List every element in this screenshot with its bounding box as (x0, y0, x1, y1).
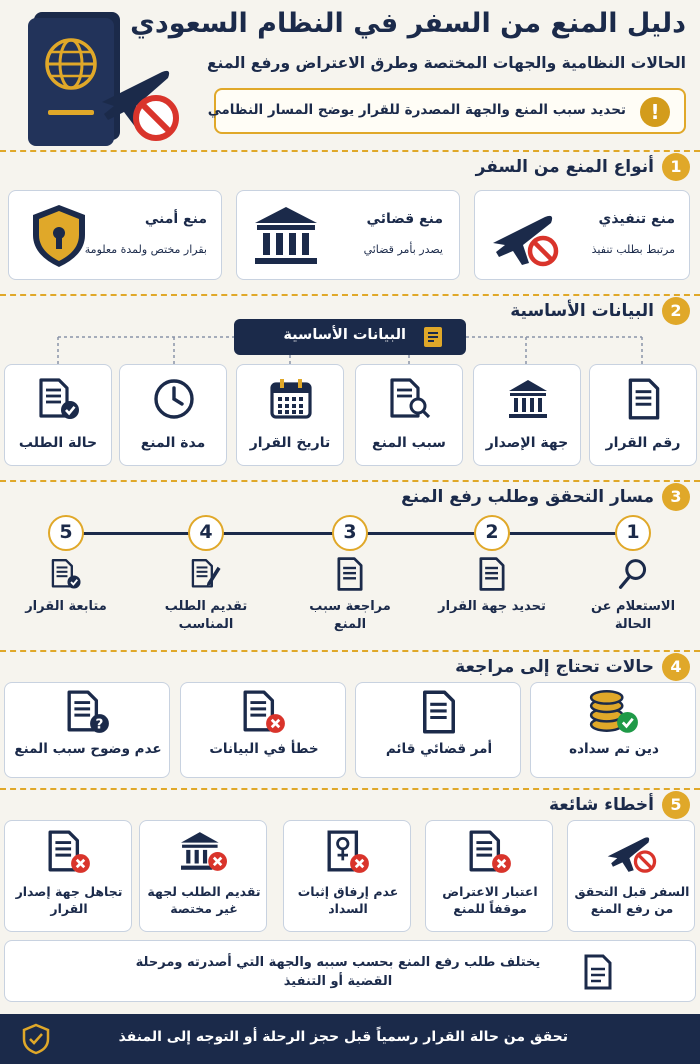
document-error-icon (43, 829, 95, 875)
timeline-step-label: تقديم الطلب المناسب (164, 599, 248, 632)
document-question-icon (62, 689, 114, 735)
document-edit-icon (190, 556, 222, 592)
mistake-card (4, 820, 132, 932)
section2-number: 2 (662, 297, 690, 325)
card-title: منع قضائي (366, 211, 443, 227)
review-card-label: أمر قضائي قائم (385, 741, 493, 757)
summary-text: يختلف طلب رفع المنع بحسب سببه والجهة التي أصدرته ومرحلة القضية أو التنفيذ (135, 955, 541, 989)
review-card-label: خطأ في البيانات (209, 741, 319, 757)
data-item-card (236, 364, 344, 466)
document-search-icon (388, 377, 432, 421)
shield-check-icon (22, 1023, 50, 1055)
document-icon (413, 689, 465, 735)
review-card-label: دين تم سداده (569, 741, 659, 757)
mistake-card (283, 820, 411, 932)
page-title: دليل المنع من السفر في النظام السعودي (130, 8, 686, 39)
mistake-card (567, 820, 695, 932)
footer-bar (0, 1014, 700, 1064)
card-desc: يصدر بأمر قضائي (363, 243, 443, 256)
section4-header (455, 652, 690, 682)
section4-title: حالات تحتاج إلى مراجعة (455, 657, 654, 677)
coins-check-icon (588, 689, 640, 735)
mistake-card-label: تجاهل جهة إصدار القرار (15, 884, 123, 916)
receipt-error-icon (322, 829, 374, 875)
exclamation-icon: ! (640, 97, 670, 127)
section5-title: أخطاء شائعة (548, 795, 654, 815)
document-check-icon (50, 556, 82, 592)
mistake-card (425, 820, 553, 932)
section1-number: 1 (662, 153, 690, 181)
document-icon (622, 377, 666, 421)
mistake-card-label: السفر قبل التحقق من رفع المنع (574, 884, 690, 916)
review-card (180, 682, 346, 778)
document-error-icon (464, 829, 516, 875)
timeline-step-label: مراجعة سبب المنع (309, 599, 391, 632)
review-card (530, 682, 696, 778)
clock-icon (152, 377, 196, 421)
data-item-label: حالة الطلب (18, 435, 98, 451)
timeline-step-label: الاستعلام عن الحالة (590, 599, 676, 632)
search-icon (617, 556, 649, 592)
timeline-step-label: متابعة القرار (25, 599, 107, 614)
mistake-card (139, 820, 267, 932)
review-card-label: عدم وضوح سبب المنع (14, 741, 162, 757)
courthouse-error-icon (178, 829, 230, 875)
timeline-step-number: 3 (332, 515, 368, 551)
mistake-card-label: عدم إرفاق إثبات السداد (297, 884, 399, 916)
timeline-step-label: تحديد جهة القرار (438, 599, 546, 614)
pill-label: البيانات الأساسية (283, 327, 406, 343)
document-icon (334, 556, 366, 592)
data-item-label: سبب المنع (372, 435, 446, 451)
review-card (355, 682, 521, 778)
data-item-label: رقم القرار (605, 435, 681, 451)
data-item-card (4, 364, 112, 466)
document-icon (422, 325, 444, 349)
section5-number: 5 (662, 791, 690, 819)
section5-header (549, 790, 690, 820)
footer-text: تحقق من حالة القرار رسمياً قبل حجز الرحلة أو التوجه إلى المنفذ (118, 1029, 568, 1045)
timeline-step-number: 5 (48, 515, 84, 551)
section3-title: مسار التحقق وطلب رفع المنع (401, 487, 654, 507)
data-item-label: تاريخ القرار (249, 435, 331, 451)
timeline-step-number: 2 (474, 515, 510, 551)
data-item-card (589, 364, 697, 466)
document-icon (476, 556, 508, 592)
basic-data-pill (234, 319, 466, 355)
section3-number: 3 (662, 483, 690, 511)
mistake-card-label: تقديم الطلب لجهة غير مختصة (147, 884, 261, 916)
section1-title: أنواع المنع من السفر (475, 157, 654, 177)
svg-text:?: ? (95, 716, 104, 733)
document-error-icon (238, 689, 290, 735)
timeline-step-number: 1 (615, 515, 651, 551)
document-check-icon (37, 377, 81, 421)
mistake-card-label: اعتبار الاعتراض موقفاً للمنع (442, 884, 538, 916)
data-item-card (473, 364, 581, 466)
data-item-card (355, 364, 463, 466)
courthouse-icon (506, 377, 550, 421)
review-card (4, 682, 170, 778)
calendar-icon (269, 377, 313, 421)
header-note-text: تحديد سبب المنع والجهة المصدرة للقرار يوضح المسار النظامي (207, 102, 626, 118)
card-title: منع تنفيذي (598, 211, 675, 227)
section3-header (401, 482, 690, 512)
card-desc: مرتبط بطلب تنفيذ (591, 243, 675, 256)
data-item-label: مدة المنع (140, 435, 206, 451)
plane-ban-icon (606, 829, 658, 875)
summary-box (4, 940, 696, 1002)
data-item-label: جهة الإصدار (485, 435, 569, 451)
section4-number: 4 (662, 653, 690, 681)
data-tree-connectors (0, 0, 700, 370)
timeline-step-number: 4 (188, 515, 224, 551)
card-desc: بقرار مختص ولمدة معلومة (84, 243, 207, 256)
data-item-card (119, 364, 227, 466)
section2-title: البيانات الأساسية (510, 301, 654, 321)
document-icon (583, 953, 613, 991)
page-subtitle: الحالات النظامية والجهات المختصة وطرق الاعتراض ورفع المنع (206, 54, 686, 72)
card-title: منع أمني (144, 211, 207, 227)
